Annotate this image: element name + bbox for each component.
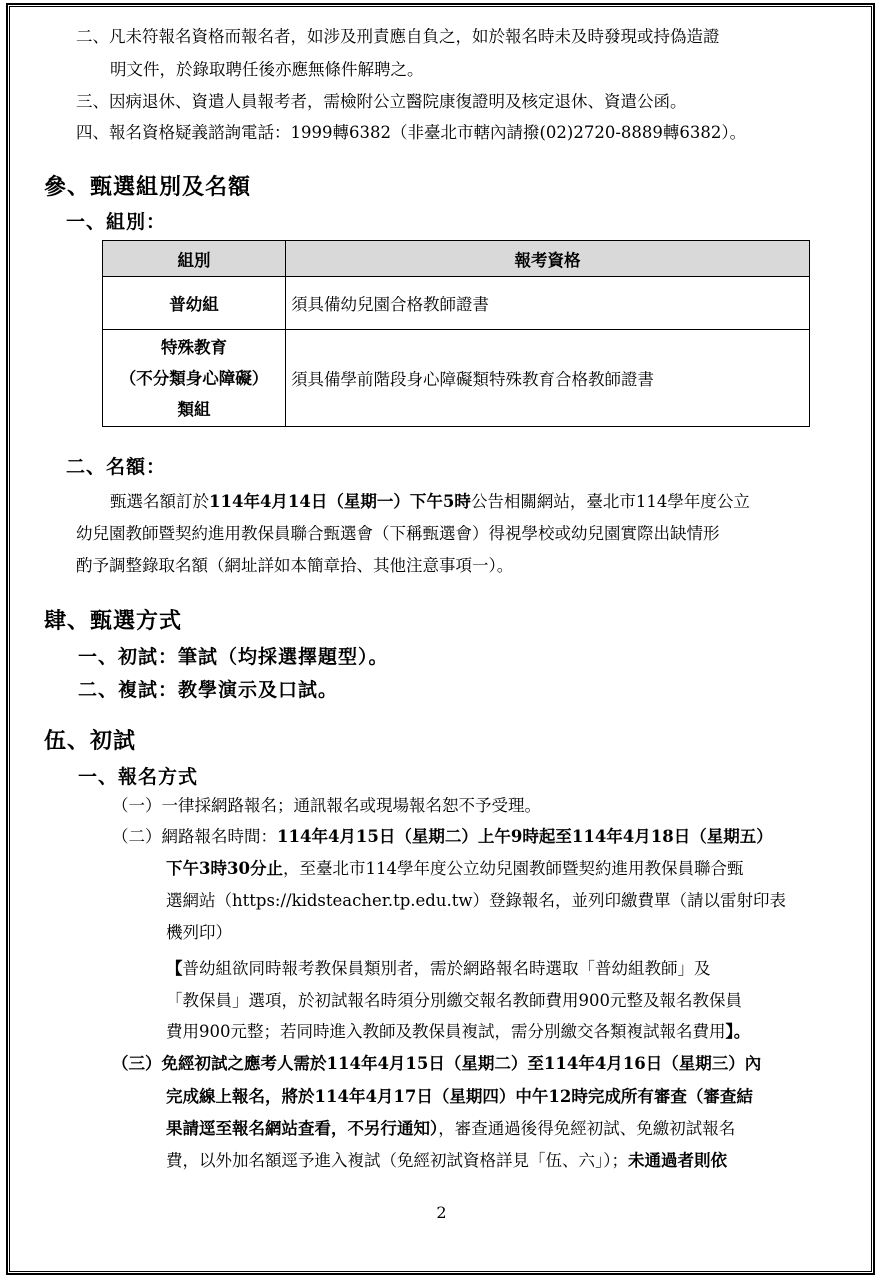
- rule-item-2-line-2: 明文件，於錄取聘任後亦應無條件解聘之。: [110, 60, 424, 79]
- quota-paragraph-line-1: 甄選名額訂於114年4月14日（星期一）下午5時公告相關網站，臺北市114學年度公立: [110, 492, 750, 511]
- group-table: [102, 240, 810, 427]
- registration-item-3-line-3: 果請逕至報名網站查看，不另行通知），審查通過後得免經初試、免繳初試報名: [166, 1119, 736, 1138]
- section-heading-method: 肆、甄選方式: [44, 608, 183, 634]
- registration-item-2-note-line-1: 【普幼組欲同時報考教保員類別者，需於網路報名時選取「普幼組教師」及: [166, 959, 711, 978]
- method-item-2: 二、複試：教學演示及口試。: [78, 679, 339, 701]
- registration-item-2-line-1: （二）網路報名時間：114年4月15日（星期二）上午9時起至114年4月18日（星期五）: [112, 827, 773, 846]
- table-header-qualification: 報考資格: [286, 241, 810, 277]
- group-line: 類組: [177, 399, 211, 419]
- rule-item-2-line-1: 二、凡未符報名資格而報名者，如涉及刑責應自負之，如於報名時未及時發現或持偽造證: [76, 27, 720, 46]
- subheading-groups: 一、組別：: [66, 211, 167, 233]
- section-heading-groups: 參、甄選組別及名額: [44, 174, 252, 200]
- registration-item-3-line-2: 完成線上報名，將於114年4月17日（星期四）中午12時完成所有審查（審查結: [166, 1087, 753, 1106]
- group-line: （不分類身心障礙）: [119, 368, 269, 388]
- rule-item-3: 三、因病退休、資遣人員報考者，需檢附公立醫院康復證明及核定退休、資遣公函。: [76, 92, 687, 111]
- qualification-cell: 須具備幼兒園合格教師證書: [286, 277, 810, 330]
- table-row: [103, 277, 810, 330]
- registration-item-3-line-4: 費，以外加名額逕予進入複試（免經初試資格詳見「伍、六」）；未通過者則依: [166, 1151, 727, 1170]
- quota-paragraph-line-3: 酌予調整錄取名額（網址詳如本簡章拾、其他注意事項一）。: [76, 556, 514, 575]
- registration-item-2-line-2: 下午3時30分止，至臺北市114學年度公立幼兒園教師暨契約進用教保員聯合甄: [166, 859, 744, 878]
- table-header-group: 組別: [103, 241, 286, 277]
- method-item-1: 一、初試：筆試（均採選擇題型）。: [78, 646, 389, 668]
- registration-item-2-note-line-2: 「教保員」選項，於初試報名時須分別繳交報名教師費用900元整及報名教保員: [166, 991, 742, 1010]
- registration-item-2-line-3: 選網站（https://kidsteacher.tp.edu.tw）登錄報名，並列印繳費單（請以雷射印表: [166, 891, 786, 910]
- page-number: 2: [436, 1203, 447, 1222]
- subheading-quota: 二、名額：: [66, 456, 167, 478]
- quota-paragraph-line-2: 幼兒園教師暨契約進用教保員聯合甄選會（下稱甄選會）得視學校或幼兒園實際出缺情形: [76, 524, 720, 543]
- group-cell: 普幼組: [103, 277, 286, 330]
- qualification-cell: 須具備學前階段身心障礙類特殊教育合格教師證書: [286, 330, 810, 427]
- group-line: 特殊教育: [161, 337, 227, 357]
- registration-item-1: （一）一律採網路報名；通訊報名或現場報名恕不予受理。: [112, 796, 541, 815]
- table-row: [103, 330, 810, 427]
- rule-item-4: 四、報名資格疑義諮詢電話：1999轉6382（非臺北市轄內請撥(02)2720-8889轉6382）。: [76, 123, 747, 142]
- table-header-row: [103, 241, 810, 277]
- group-cell: [103, 330, 286, 427]
- registration-item-2-note-line-3: 費用900元整；若同時進入教師及教保員複試，需分別繳交各類複試報名費用】。: [166, 1022, 751, 1041]
- registration-item-2-line-4: 機列印）: [166, 923, 232, 942]
- subheading-registration: 一、報名方式: [78, 766, 199, 788]
- section-heading-first-exam: 伍、初試: [44, 728, 137, 754]
- registration-item-3-line-1: （三）免經初試之應考人需於114年4月15日（星期二）至114年4月16日（星期三）內: [112, 1054, 762, 1073]
